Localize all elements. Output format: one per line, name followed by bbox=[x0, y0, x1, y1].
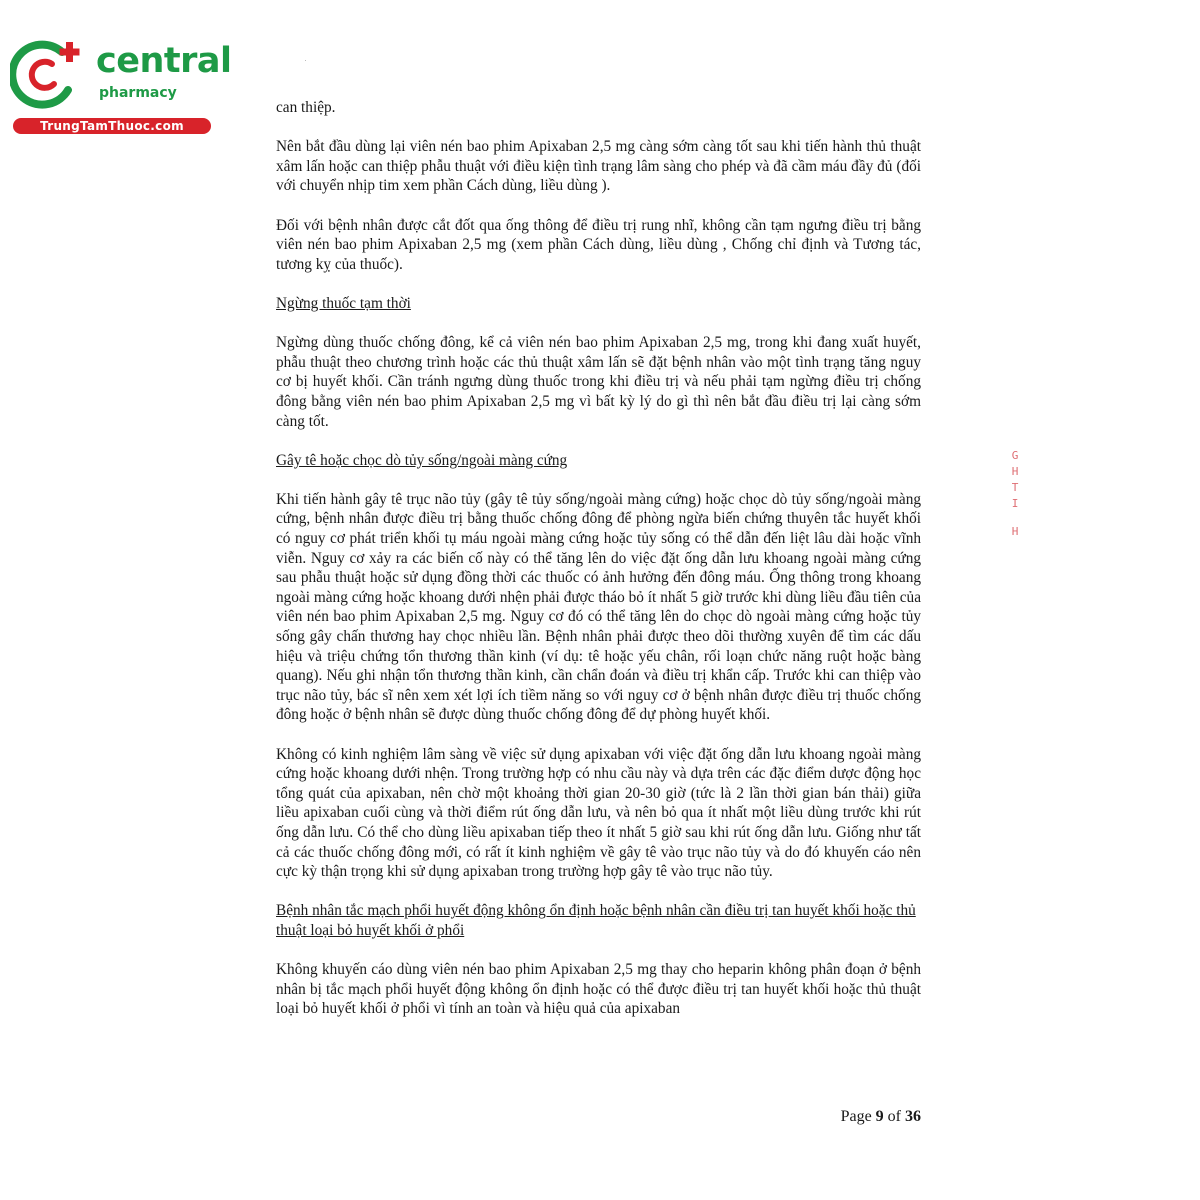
stamp-char: T bbox=[1011, 481, 1019, 494]
paragraph-intro-fragment: can thiệp. bbox=[276, 99, 336, 116]
stamp-fragment bbox=[1003, 418, 1027, 540]
document-body bbox=[276, 98, 921, 1039]
paragraph-catheter-ablation: Đối với bệnh nhân được cắt đốt qua ống thông để điều trị rung nhĩ, không cần tạm ngưng điều trị bằng viên nén bao phim Apixaban 2,5 mg (xem phần Cách dùng, liều dùng , Chống chỉ định và Tương tác, tương kỵ của thuốc). bbox=[276, 216, 921, 273]
paragraph-resume-after-procedure: Nên bắt đầu dùng lại viên nén bao phim Apixaban 2,5 mg càng sớm càng tốt sau khi tiến hành thủ thuật xâm lấn hoặc can thiệp phẫu thuật với điều kiện tình trạng lâm sàng cho phép và đã cầm máu đầy đủ (đối với chuyển nhịp tim xem phần Cách dùng, liều dùng ). bbox=[276, 138, 921, 195]
page-total: 36 bbox=[905, 1108, 921, 1125]
brand-name: central bbox=[96, 41, 232, 81]
paragraph-pulmonary-embolism: Không khuyến cáo dùng viên nén bao phim Apixaban 2,5 mg thay cho heparin không phân đoạn ở bệnh nhân bị tắc mạch phổi huyết động không ổn định hoặc có thể được điều trị tan huyết khối hoặc thủ thuật loại bỏ huyết khối ở phổi vì tính an toàn và hiệu quả của apixaban bbox=[276, 961, 921, 1018]
page-of-label: of bbox=[887, 1108, 901, 1125]
section-heading-spinal-anesthesia: Gây tê hoặc chọc dò tủy sống/ngoài màng cứng bbox=[276, 451, 568, 469]
page-current: 9 bbox=[875, 1108, 884, 1125]
stamp-char: H bbox=[1011, 465, 1019, 478]
brand-url: TrungTamThuoc.com bbox=[13, 118, 211, 134]
page-number-footer bbox=[800, 1108, 921, 1126]
section-heading-temporary-discontinuation: Ngừng thuốc tạm thời bbox=[276, 294, 411, 312]
central-pharmacy-logo-icon bbox=[10, 38, 90, 110]
scan-speck bbox=[305, 60, 306, 61]
paragraph-epidural-catheter: Không có kinh nghiệm lâm sàng về việc sử dụng apixaban với việc đặt ống dẫn lưu khoang ngoài màng cứng hoặc khoang dưới nhện. Trong trường hợp có nhu cầu này và dựa trên các đặc điểm dược động học tổng quát của apixaban, nên chờ một khoảng thời gian 20-30 giờ (tức là 2 lần thời gian bán thải) giữa liều apixaban cuối cùng và thời điểm rút ống dẫn lưu, và nên bỏ qua ít nhất một liều dùng trước khi rút ống dẫn lưu. Có thể cho dùng liều apixaban tiếp theo ít nhất 5 giờ sau khi rút ống dẫn lưu. Giống như tất cả các thuốc chống đông mới, có rất ít kinh nghiệm về gây tê vào trục não tủy và do đó khuyến cáo nên cực kỳ thận trọng khi sử dụng apixaban trong trường hợp gây tê vào trục não tủy. bbox=[276, 745, 921, 881]
paragraph-spinal-anesthesia: Khi tiến hành gây tê trục não tủy (gây tê tủy sống/ngoài màng cứng) hoặc chọc dò tủy sống/ngoài màng cứng, bệnh nhân được điều trị bằng thuốc chống đông để phòng ngừa biến chứng thuyên tắc huyết khối có nguy cơ phát triển khối tụ máu ngoài màng cứng hoặc tủy sống có thể dẫn đến liệt lâu dài hoặc vĩnh viễn. Nguy cơ xảy ra các biến cố này có thể tăng lên do việc đặt ống dẫn lưu khoang ngoài màng cứng sau phẫu thuật hoặc sử dụng đồng thời các thuốc có ảnh hưởng đến đông máu. Ống thông trong khoang ngoài màng cứng hoặc khoang dưới nhện phải được tháo bỏ ít nhất 5 giờ trước khi dùng liều đầu tiên của viên nén bao phim Apixaban 2,5 mg. Nguy cơ đó có thể tăng lên do chọc dò ngoài màng cứng hoặc tủy sống gây chấn thương hay chọc nhiều lần. Bệnh nhân phải được theo dõi thường xuyên để tìm các dấu hiệu và triệu chứng tổn thương thần kinh (ví dụ: tê hoặc yếu chân, rối loạn chức năng ruột hoặc bàng quang). Nếu ghi nhận tổn thương thần kinh, cần chẩn đoán và điều trị khẩn cấp. Trước khi can thiệp vào trục não tủy, bác sĩ nên xem xét lợi ích tiềm năng so với nguy cơ ở bệnh nhân được điều trị thuốc chống đông hoặc ở bệnh nhân sẽ được dùng thuốc chống đông để dự phòng huyết khối. bbox=[276, 490, 921, 724]
brand-subtitle: pharmacy bbox=[99, 85, 177, 101]
paragraph-temporary-discontinuation: Ngừng dùng thuốc chống đông, kể cả viên nén bao phim Apixaban 2,5 mg, trong khi đang xuất huyết, phẫu thuật theo chương trình hoặc các thủ thuật xâm lấn sẽ đặt bệnh nhân vào một tình trạng tăng nguy cơ bị huyết khối. Cần tránh ngưng dùng thuốc trong khi điều trị và nếu phải tạm ngừng điều trị chống đông bằng viên nén bao phim Apixaban 2,5 mg vì bất kỳ lý do gì thì nên bắt đầu điều trị lại càng sớm càng tốt. bbox=[276, 334, 921, 430]
stamp-char: H bbox=[1011, 525, 1019, 538]
brand-logo bbox=[10, 38, 232, 138]
section-heading-pulmonary-embolism: Bệnh nhân tắc mạch phổi huyết động không ổn định hoặc bệnh nhân cần điều trị tan huyết khối hoặc thủ thuật loại bỏ huyết khối ở phổi bbox=[276, 902, 916, 939]
stamp-char: I bbox=[1011, 497, 1019, 510]
page-label: Page bbox=[840, 1108, 872, 1125]
stamp-char: G bbox=[1011, 449, 1019, 462]
